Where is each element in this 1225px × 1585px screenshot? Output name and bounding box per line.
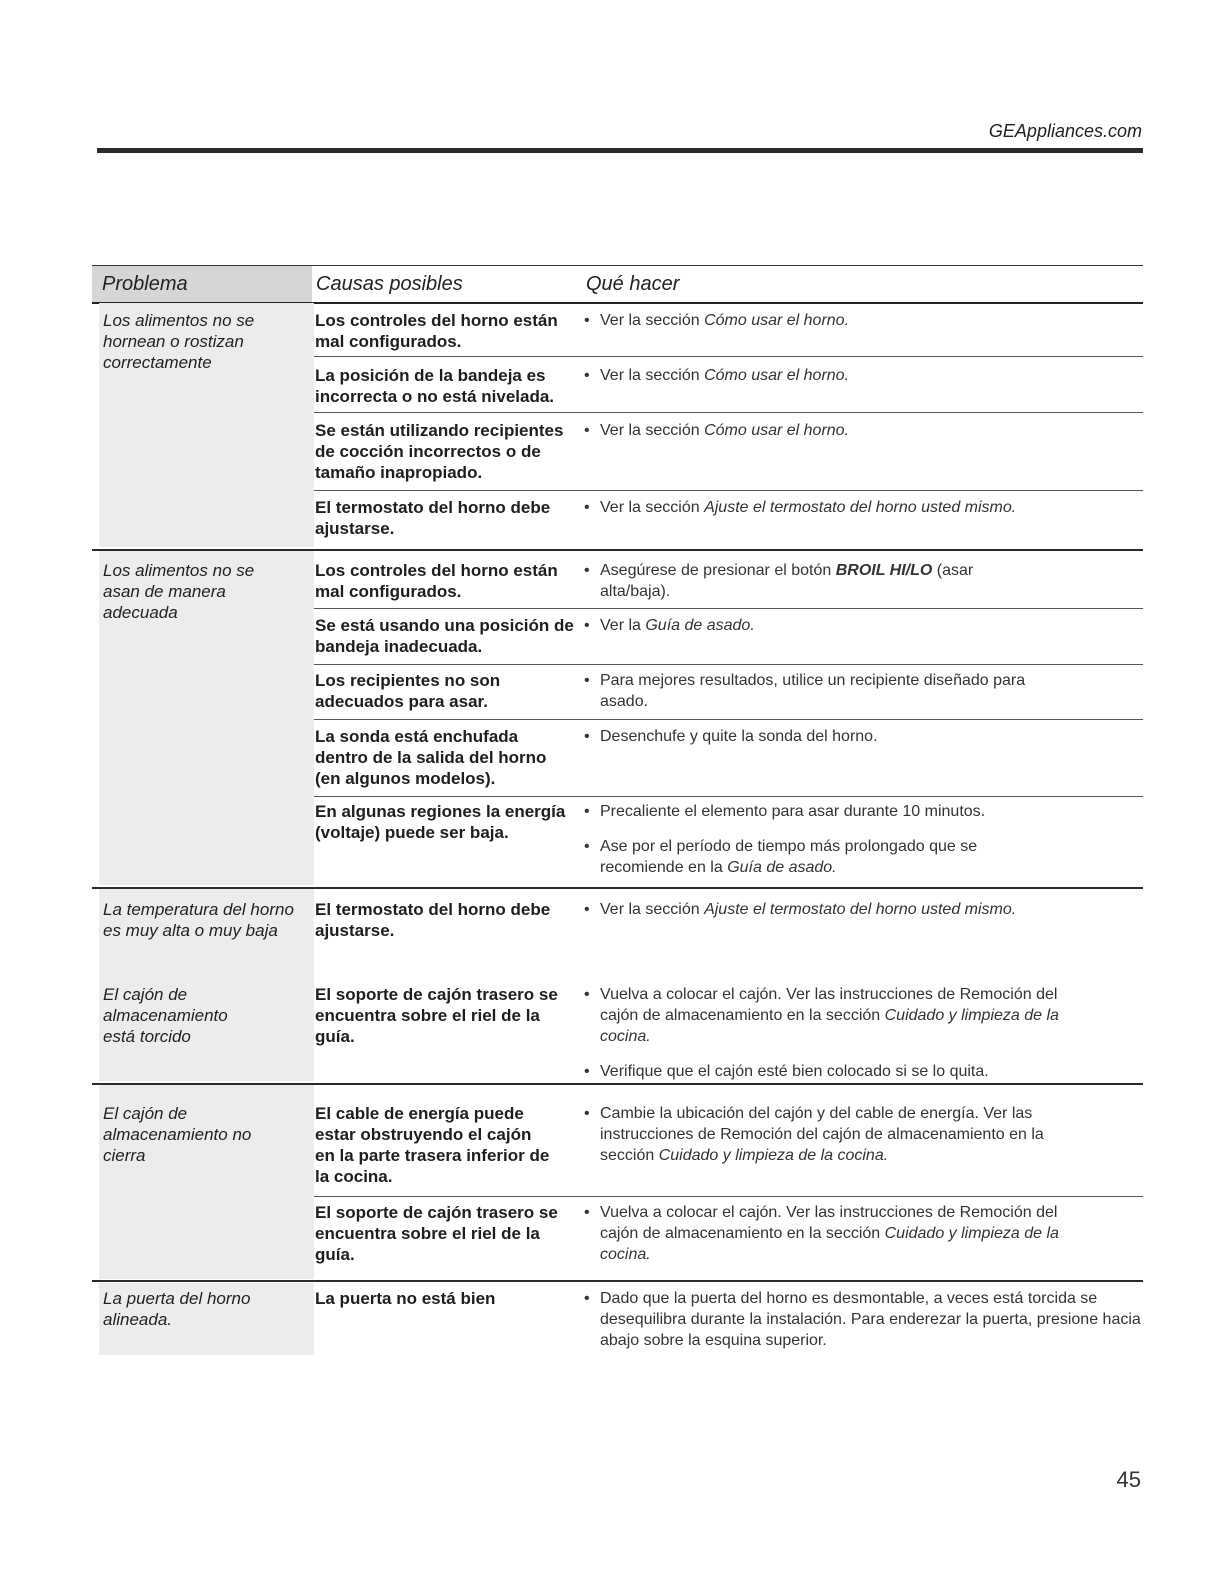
action-item: • Ver la Guía de asado.: [584, 615, 1142, 636]
action-item: • Ver la sección Cómo usar el horno.: [584, 310, 1142, 331]
group-separator: [92, 549, 1143, 551]
group-separator: [92, 887, 1143, 889]
cause-text: Los controles del horno están mal configurados.: [315, 311, 558, 351]
page-number: 45: [1116, 1467, 1141, 1492]
action-item: • Para mejores resultados, utilice un recipiente diseñado para asado.: [584, 670, 1044, 712]
action-item: • Vuelva a colocar el cajón. Ver las instrucciones de Remoción del cajón de almacenamiento en la sección Cuidado y limpieza de la cocina.: [584, 984, 1064, 1047]
cause-text: La posición de la bandeja es incorrecta o no está nivelada.: [315, 366, 555, 406]
cause-text: El soporte de cajón trasero se encuentra sobre el riel de la guía.: [315, 985, 558, 1046]
group-separator: [92, 1083, 1143, 1085]
cause-text: Los controles del horno están mal configurados.: [315, 561, 558, 601]
problem-label: Los alimentos no se hornean o rostizan correctamente: [103, 311, 255, 372]
action-item: • Precaliente el elemento para asar durante 10 minutos.: [584, 801, 1142, 822]
cause-text: Se están utilizando recipientes de cocción incorrectos o de tamaño inapropiado.: [315, 421, 564, 482]
action-item: • Ver la sección Cómo usar el horno.: [584, 365, 1142, 386]
cause-text: El termostato del horno debe ajustarse.: [315, 900, 551, 940]
action-item: • Cambie la ubicación del cajón y del cable de energía. Ver las instrucciones de Remoción del cajón de almacenamiento en la sección Cuidado y limpieza de la cocina.: [584, 1103, 1044, 1166]
row-separator: [314, 412, 1143, 413]
action-item: • Ver la sección Ajuste el termostato del horno usted mismo.: [584, 899, 1034, 920]
action-item: • Ver la sección Cómo usar el horno.: [584, 420, 1142, 441]
action-item: • Verifique que el cajón esté bien colocado si se lo quita.: [584, 1061, 1142, 1082]
cause-text: En algunas regiones la energía (voltaje) puede ser baja.: [315, 802, 566, 842]
table-header: [92, 265, 1143, 304]
header-problem: Problema: [92, 266, 312, 302]
action-item: • Ase por el período de tiempo más prolongado que se recomiende en la Guía de asado.: [584, 836, 1044, 878]
cause-text: El cable de energía puede estar obstruyendo el cajón en la parte trasera inferior de la cocina.: [315, 1104, 550, 1186]
row-separator: [314, 664, 1143, 665]
row-separator: [314, 356, 1143, 357]
row-separator: [314, 719, 1143, 720]
header-causes: Causas posibles: [316, 273, 463, 295]
top-rule: [97, 148, 1143, 153]
cause-text: Se está usando una posición de bandeja inadecuada.: [315, 616, 574, 656]
action-item: • Dado que la puerta del horno es desmontable, a veces está torcida se desequilibra durante la instalación. Para enderezar la puerta, presione hacia abajo sobre la esquina superior.: [584, 1288, 1142, 1351]
cause-text: La sonda está enchufada dentro de la salida del horno (en algunos modelos).: [315, 727, 547, 788]
action-item: • Ver la sección Ajuste el termostato del horno usted mismo.: [584, 497, 1034, 518]
cause-text: El termostato del horno debe ajustarse.: [315, 498, 551, 538]
header-action: Qué hacer: [586, 273, 680, 295]
group-separator: [92, 1280, 1143, 1282]
row-separator: [314, 796, 1143, 797]
row-separator: [314, 608, 1143, 609]
cause-text: Los recipientes no son adecuados para asar.: [315, 671, 501, 711]
row-separator: [314, 490, 1143, 491]
problem-label: La temperatura del horno es muy alta o muy baja: [103, 900, 294, 940]
action-item: • Asegúrese de presionar el botón BROIL HI/LO (asar alta/baja).: [584, 560, 1004, 602]
cause-text: El soporte de cajón trasero se encuentra sobre el riel de la guía.: [315, 1203, 558, 1264]
cause-text: La puerta no está bien: [315, 1289, 496, 1308]
action-item: • Vuelva a colocar el cajón. Ver las instrucciones de Remoción del cajón de almacenamiento en la sección Cuidado y limpieza de la cocina.: [584, 1202, 1064, 1265]
row-separator: [314, 1196, 1143, 1197]
action-item: • Desenchufe y quite la sonda del horno.: [584, 726, 1142, 747]
problem-label: El cajón de almacenamiento no cierra: [103, 1104, 252, 1165]
problem-label: El cajón de almacenamiento está torcido: [103, 985, 228, 1046]
site-url: GEAppliances.com: [988, 121, 1142, 141]
problem-label: La puerta del horno alineada.: [103, 1289, 251, 1329]
problem-label: Los alimentos no se asan de manera adecuada: [103, 561, 255, 622]
